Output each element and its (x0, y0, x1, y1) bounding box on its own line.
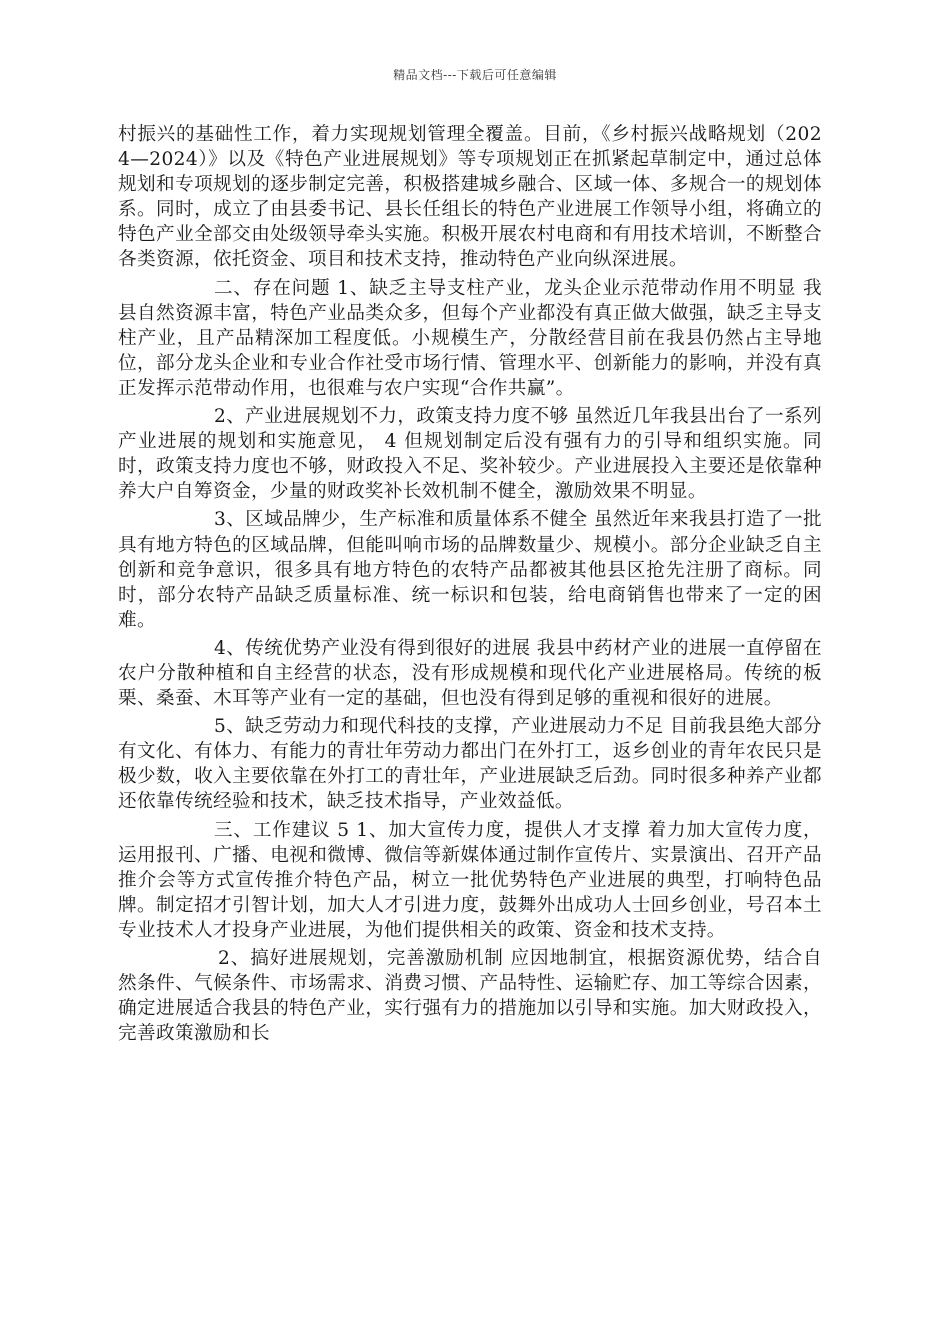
page-header: 精品文档---下载后可任意编辑 (393, 68, 557, 82)
paragraph-problem-5: 5、缺乏劳动力和现代科技的支撑，产业进展动力不足 目前我县绝大部分有文化、有体力、有能力的青壮年劳动力都出门在外打工，返乡创业的青年农民只是极少数，收入主要依靠在外打工的青壮年，产业进展缺乏后劲。同时很多种养产业都还依靠传统经验和技术，缺乏技术指导，产业效益低。 (118, 716, 822, 813)
document-body (118, 122, 822, 1046)
paragraph-suggestion-2: 2、搞好进展规划，完善激励机制 应因地制宜，根据资源优势，结合自然条件、气候条件、市场需求、消费习惯、产品特性、运输贮存、加工等综合因素，确定进展适合我县的特色产业，实行强有力的措施加以引导和实施。加大财政投入，完善政策激励和长 (118, 948, 822, 1045)
paragraph-problem-2: 2、产业进展规划不力，政策支持力度不够 虽然近几年我县出台了一系列产业进展的规划和实施意见， 4 但规划制定后没有强有力的引导和组织实施。同时，政策支持力度也不够，财政投入不足、奖补较少。产业进展投入主要还是依靠种养大户自筹资金，少量的财政奖补长效机制不健全，激励效果不明显。 (118, 406, 822, 503)
paragraph-suggestion-1: 三、工作建议 5 1、加大宣传力度，提供人才支撑 着力加大宣传力度，运用报刊、广播、电视和微博、微信等新媒体通过制作宣传片、实景演出、召开产品推介会等方式宣传推介特色产品，树立一批优势特色产业进展的典型，打响特色品牌。制定招才引智计划，加大人才引进力度，鼓舞外出成功人士回乡创业，号召本土专业技术人才投身产业进展，为他们提供相关的政策、资金和技术支持。 (118, 819, 822, 941)
paragraph-planning-intro: 村振兴的基础性工作，着力实现规划管理全覆盖。目前，《乡村振兴战略规划（2024—2024）》以及《特色产业进展规划》等专项规划正在抓紧起草制定中，通过总体规划和专项规划的逐步制定完善，积极搭建城乡融合、区域一体、多规合一的规划体系。同时，成立了由县委书记、县长任组长的特色产业进展工作领导小组，将确立的特色产业全部交由处级领导牵头实施。积极开展农村电商和有用技术培训，不断整合各类资源，依托资金、项目和技术支持，推动特色产业向纵深进展。 (118, 124, 822, 271)
paragraph-problem-1: 二、存在问题 1、缺乏主导支柱产业，龙头企业示范带动作用不明显 我县自然资源丰富，特色产业品类众多，但每个产业都没有真正做大做强，缺乏主导支柱产业，且产品精深加工程度低。小规模生产，分散经营目前在我县仍然占主导地位，部分龙头企业和专业合作社受市场行情、管理水平、创新能力的影响，并没有真正发挥示范带动作用，也很难与农户实现“合作共赢”。 (118, 277, 822, 399)
paragraph-problem-4: 4、传统优势产业没有得到很好的进展 我县中药材产业的进展一直停留在农户分散种植和自主经营的状态，没有形成规模和现代化产业进展格局。传统的板栗、桑蚕、木耳等产业有一定的基础，但也没有得到足够的重视和很好的进展。 (118, 637, 822, 710)
paragraph-problem-3: 3、区域品牌少，生产标准和质量体系不健全 虽然近年来我县打造了一批具有地方特色的区域品牌，但能叫响市场的品牌数量少、规模小。部分企业缺乏自主创新和竞争意识，很多具有地方特色的农特产品都被其他县区抢先注册了商标。同时，部分农特产品缺乏质量标准、统一标识和包装，给电商销售也带来了一定的困难。 (118, 509, 822, 631)
